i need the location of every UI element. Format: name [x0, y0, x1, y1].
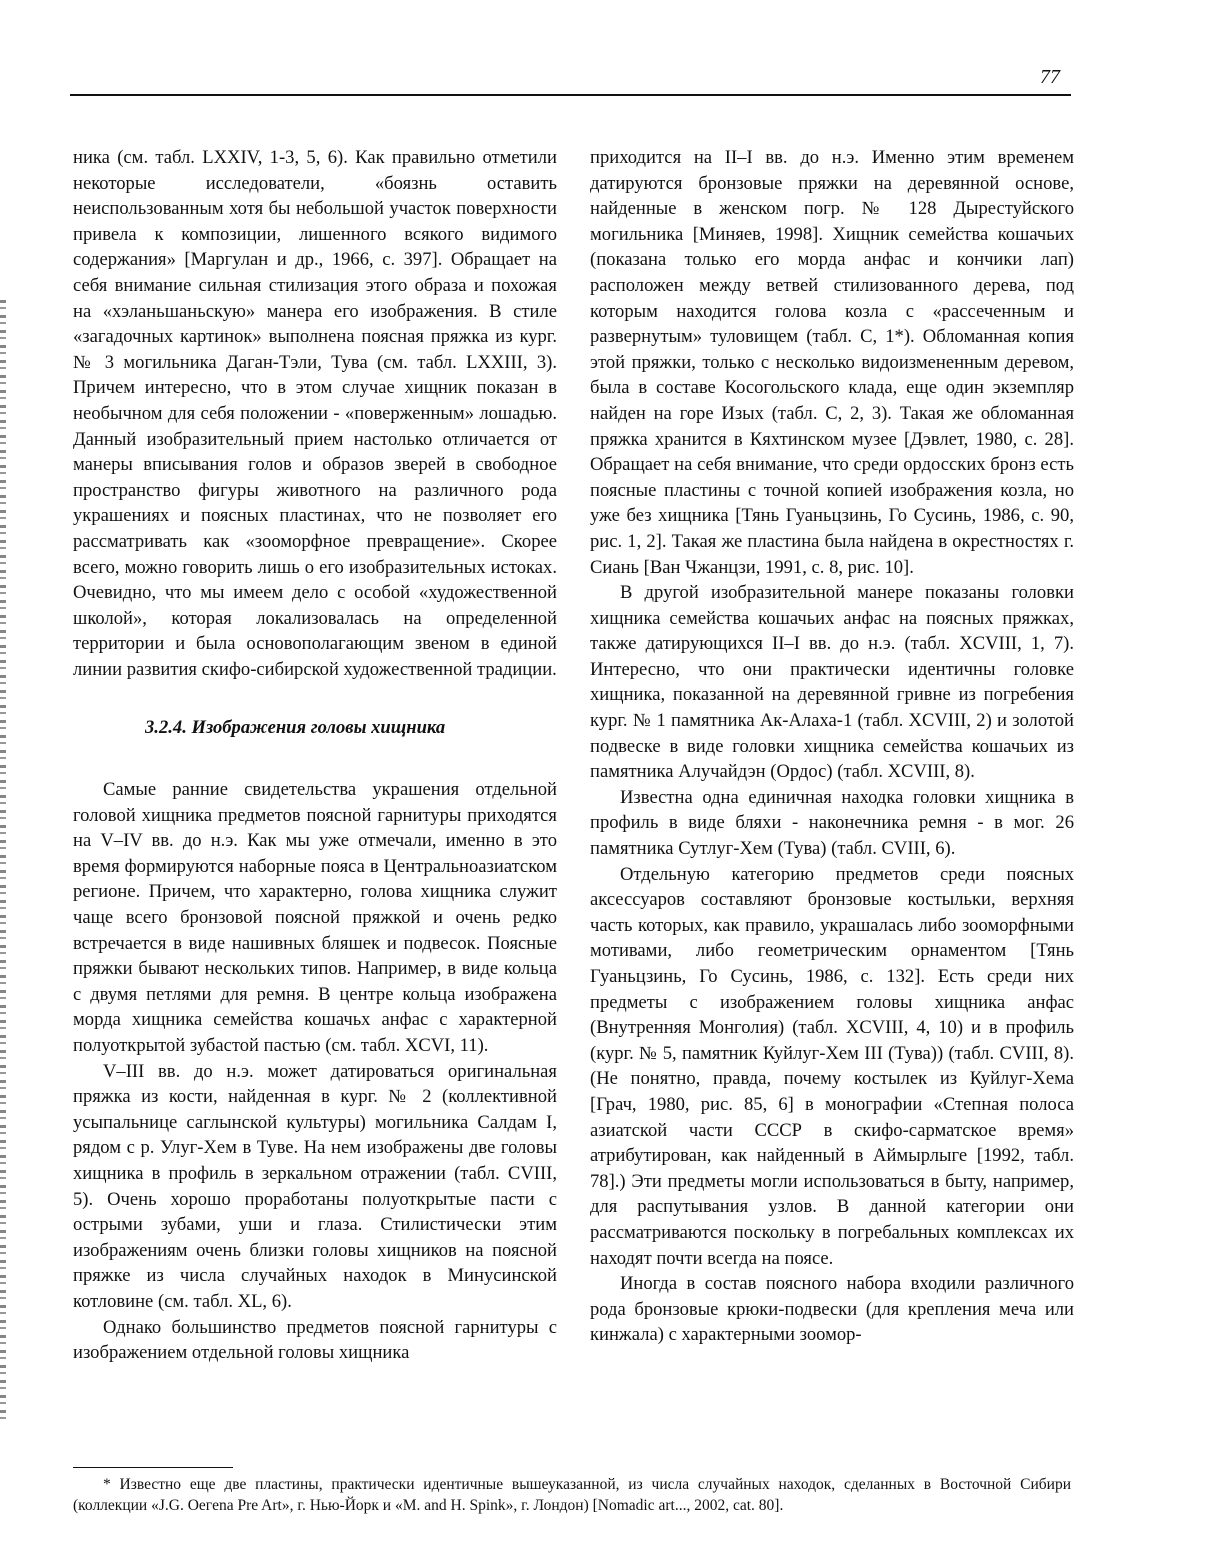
right-paragraph-3: Известна одна единичная находка головки хищника в профиль в виде бляхи - наконечника ремня - в мог. 26 памятника Сутлуг-Хем (Тува) (табл. CVIII, 6). [590, 786, 1074, 860]
left-paragraph-4: Однако большинство предметов поясной гарнитуры с изображением отдельной головы хищника [73, 1316, 557, 1364]
right-paragraph-4: Отдельную категорию предметов среди поясных аксессуаров составляют бронзовые костыльки, верхняя часть которых, как правило, украшалась либо зооморфными мотивами, либо геометрическим орнаментом [Тянь Гуаньцзинь, Го Сусинь, 1986, с. 132]. Есть среди них предметы с изображением головы хищника анфас (Внутренняя Монголия) (табл. XCVIII, 4, 10) и в профиль (кург. № 5, памятник Куйлуг-Хем III (Тува)) (табл. CVIII, 8). (Не понятно, правда, почему костылек из Куйлуг-Хема [Грач, 1980, рис. 85, 6] в монографии «Степная полоса азиатской части СССР в скифо-сарматское время» атрибутирован, как найденный в Аймырлыге [1992, табл. 78].) Эти предметы могли использоваться в быту, например, для распутывания узлов. В данной категории они рассматриваются поскольку в погребальных комплексах их находят почти всегда на поясе. [590, 863, 1074, 1269]
left-paragraph-3: V–III вв. до н.э. может датироваться оригинальная пряжка из кости, найденная в кург. № 2 (коллективной усыпальнице саглынской культуры) могильника Салдам I, рядом с р. Улуг-Хем в Туве. На нем изображены две головы хищника в профиль в зеркальном отражении (табл. CVIII, 5). Очень хорошо проработаны полуоткрытые пасти с острыми зубами, уши и глаза. Стилистически этим изображениям очень близки головы хищников на поясной пряжке из числа случайных находок в Минусинской котловине (см. табл. XL, 6). [73, 1060, 557, 1312]
right-paragraph-1: приходится на II–I вв. до н.э. Именно этим временем датируются бронзовые пряжки на деревянной основе, найденные в женском погр. № 128 Дырестуйского могильника [Миняев, 1998]. Хищник семейства кошачьих (показана только его морда анфас и кончики лап) расположен между ветвей стилизованного дерева, под которым находится голова козла с «рассеченным и развернутым» туловищем (табл. С, 1*). Обломанная копия этой пряжки, только с несколько видоизмененным деревом, была в составе Косогольского клада, еще один экземпляр найден на горе Изых (табл. С, 2, 3). Такая же обломанная пряжка хранится в Кяхтинском музее [Дэвлет, 1980, с. 28]. Обращает на себя внимание, что среди ордосских бронз есть поясные пластины с точной копией изображения козла, но уже без хищника [Тянь Гуаньцзинь, Го Сусинь, 1986, с. 90, рис. 1, 2]. Такая же пластина была найдена в окрестностях г. Сиань [Ван Чжанцзи, 1991, с. 8, рис. 10]. [590, 147, 1074, 578]
left-paragraph-1: ника (см. табл. LXXIV, 1-3, 5, 6). Как правильно отметили некоторые исследователи, «боязнь оставить неиспользованным хотя бы небольшой участок поверхности привела к композиции, лишенного всякого видимого содержания» [Маргулан и др., 1966, с. 397]. Обращает на себя внимание сильная стилизация этого образа и похожая на «хэланьшаньскую» манера его изображения. В стиле «загадочных картинок» выполнена поясная пряжка из кург. № 3 могильника Даган-Тэли, Тува (см. табл. LXXIII, 3). Причем интересно, что в этом случае хищник показан в необычном для себя положении - «поверженным» лошадью. Данный изобразительный прием настолько отличается от манеры вписывания голов и образов зверей в свободное пространство фигуры животного на различного рода украшениях и поясных пластинах, что не позволяет его рассматривать как «зооморфное превращение». Скорее всего, можно говорить лишь о его изобразительных истоках. Очевидно, что мы имеем дело с особой «художественной школой», которая локализовалась на определенной территории и была основополагающим звеном в единой линии развития скифо-сибирской художественной традиции. [73, 147, 557, 680]
footnote-rule [73, 1467, 233, 1468]
footnote: * Известно еще две пластины, практически идентичные вышеуказанной, из числа случайных находок, сделанных в Восточной Сибири (коллекции «J.G. Oeгena Pre Art», г. Нью-Йорк и «M. and H. Spink», г. Лондон) [Nomadic art..., 2002, cat. 80]. [73, 1476, 1071, 1514]
left-column [73, 145, 557, 1366]
page-number: 77 [1040, 66, 1060, 88]
scan-edge-artifact [0, 300, 6, 1420]
section-heading: 3.2.4. Изображения головы хищника [145, 717, 446, 739]
right-column [590, 145, 1074, 1348]
right-paragraph-2: В другой изобразительной манере показаны головки хищника семейства кошачьих анфас на поясных пряжках, также датирующихся II–I вв. до н.э. (табл. XCVIII, 1, 7). Интересно, что они практически идентичны головке хищника, показанной на деревянной гривне из погребения кург. № 1 памятника Ак-Алаха-1 (табл. XCVIII, 2) и золотой подвеске в виде головки хищника семейства кошачьих из памятника Алучайдэн (Ордос) (табл. XCVIII, 8). [590, 582, 1074, 783]
left-paragraph-2: Самые ранние свидетельства украшения отдельной головой хищника предметов поясной гарнитуры приходятся на V–IV вв. до н.э. Как мы уже отмечали, именно в это время формируются наборные пояса в Центральноазиатском регионе. Причем, что характерно, голова хищника служит чаще всего бронзовой поясной пряжкой и очень редко встречается в виде нашивных бляшек и подвесок. Поясные пряжки бывают нескольких типов. Например, в виде кольца с двумя петлями для ремня. В центре кольца изображена морда хищника семейства кошачьх анфас с характерной полуоткрытой зубастой пастью (см. табл. XCVI, 11). [73, 779, 557, 1056]
right-paragraph-5: Иногда в состав поясного набора входили различного рода бронзовые крюки-подвески (для крепления меча или кинжала) с характерными зоомор- [590, 1273, 1074, 1346]
header-rule [70, 94, 1071, 96]
